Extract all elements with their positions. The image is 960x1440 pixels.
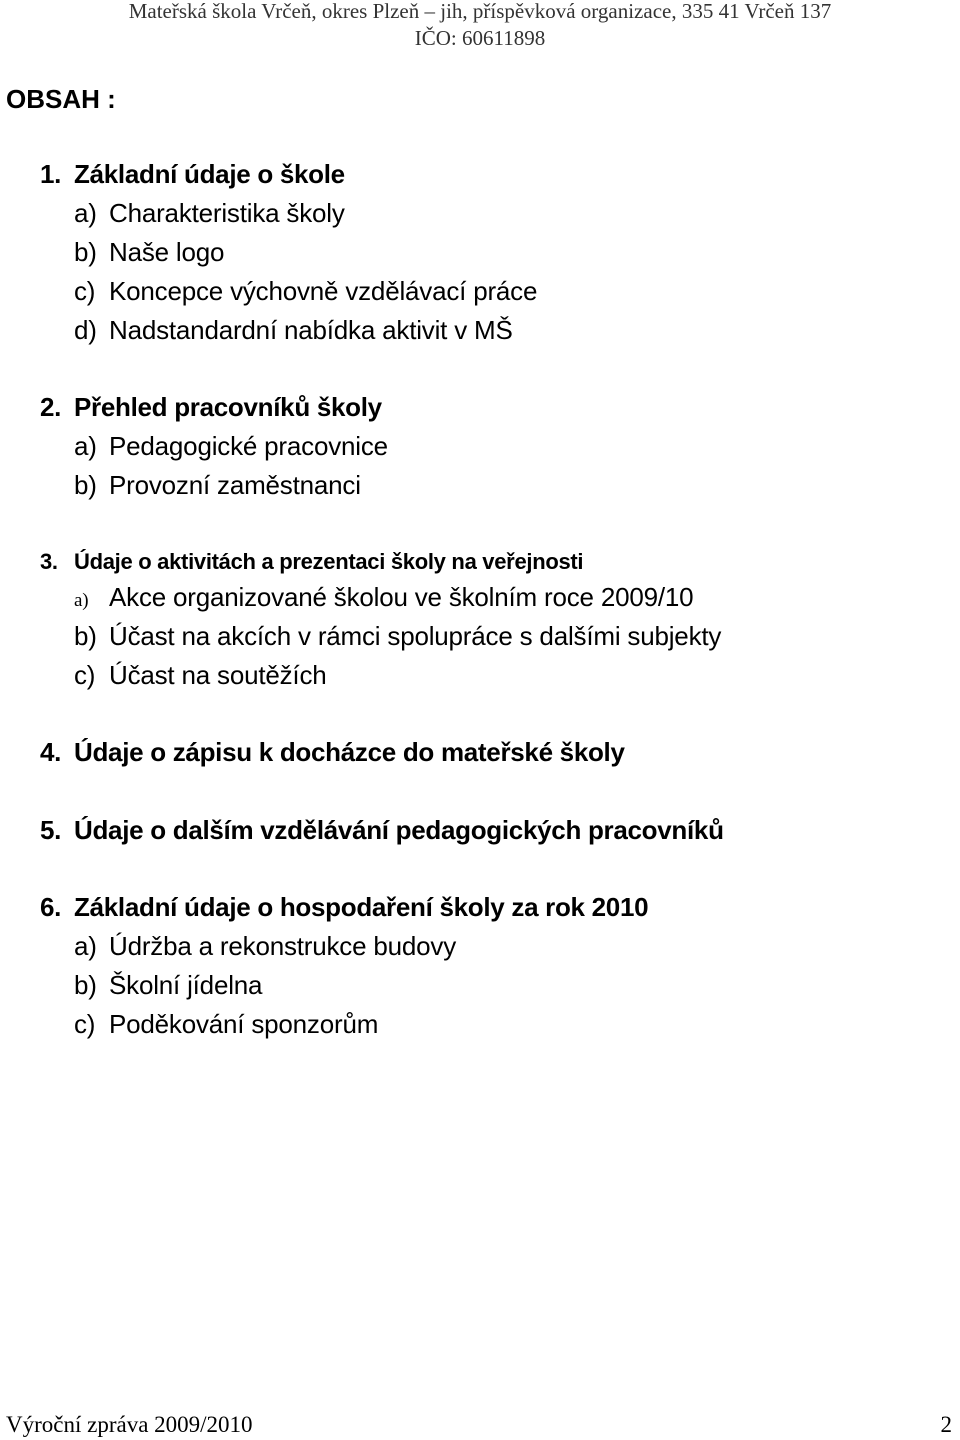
item-label: Pedagogické pracovnice — [109, 431, 388, 461]
section-label: Základní údaje o hospodaření školy za rok 2010 — [74, 892, 649, 922]
toc-section-5 — [40, 813, 724, 847]
toc-section-2 — [40, 390, 382, 424]
toc-item-3b — [74, 619, 721, 653]
section-label: Údaje o zápisu k docházce do mateřské školy — [74, 737, 625, 767]
item-marker: b) — [74, 970, 97, 1000]
toc-item-3a — [74, 580, 693, 618]
toc-item-1a — [74, 196, 345, 230]
toc-item-3c — [74, 658, 327, 692]
toc-item-1b — [74, 235, 224, 269]
toc-section-3 — [40, 545, 583, 579]
item-marker: c) — [74, 660, 96, 690]
item-label: Údržba a rekonstrukce budovy — [109, 931, 457, 961]
page-title: OBSAH : — [6, 84, 116, 114]
toc-section-6 — [40, 890, 648, 924]
item-label: Koncepce výchovně vzdělávací práce — [109, 276, 538, 306]
toc-section-4 — [40, 735, 625, 769]
item-marker: d) — [74, 315, 97, 345]
item-label: Akce organizované školou ve školním roce 2009/10 — [109, 582, 694, 612]
item-marker: b) — [74, 470, 97, 500]
item-label: Charakteristika školy — [109, 198, 345, 228]
item-label: Poděkování sponzorům — [109, 1009, 379, 1039]
section-label: Základní údaje o škole — [74, 159, 345, 189]
section-label: Údaje o dalším vzdělávání pedagogických pracovníků — [74, 815, 724, 845]
item-label: Školní jídelna — [109, 970, 263, 1000]
item-marker: a) — [74, 590, 89, 611]
item-label: Nadstandardní nabídka aktivit v MŠ — [109, 315, 513, 345]
section-number: 2. — [40, 392, 62, 422]
section-number: 1. — [40, 159, 62, 189]
item-marker: a) — [74, 931, 97, 961]
item-label: Účast na akcích v rámci spolupráce s dalšími subjekty — [109, 621, 722, 651]
item-marker: c) — [74, 1009, 96, 1039]
toc-section-1 — [40, 157, 345, 191]
toc-item-1c — [74, 274, 537, 308]
header-organization: Mateřská škola Vrčeň, okres Plzeň – jih, příspěvková organizace, 335 41 Vrčeň 137 — [128, 0, 832, 23]
toc-item-6b — [74, 968, 262, 1002]
toc-item-2a — [74, 429, 388, 463]
section-number: 5. — [40, 815, 62, 845]
section-number: 3. — [40, 549, 58, 574]
item-marker: a) — [74, 198, 97, 228]
section-number: 4. — [40, 737, 62, 767]
item-label: Účast na soutěžích — [109, 660, 327, 690]
header-ico: IČO: 60611898 — [414, 26, 546, 50]
section-label: Údaje o aktivitách a prezentaci školy na veřejnosti — [74, 549, 584, 574]
item-label: Naše logo — [109, 237, 225, 267]
item-marker: b) — [74, 621, 97, 651]
footer-report-title: Výroční zpráva 2009/2010 — [6, 1412, 253, 1437]
section-label: Přehled pracovníků školy — [74, 392, 382, 422]
toc-item-2b — [74, 468, 361, 502]
section-number: 6. — [40, 892, 62, 922]
item-marker: b) — [74, 237, 97, 267]
toc-item-6a — [74, 929, 456, 963]
item-label: Provozní zaměstnanci — [109, 470, 361, 500]
item-marker: c) — [74, 276, 96, 306]
item-marker: a) — [74, 431, 97, 461]
toc-item-1d — [74, 313, 513, 347]
toc-item-6c — [74, 1007, 378, 1041]
page-number: 2 — [940, 1412, 952, 1437]
